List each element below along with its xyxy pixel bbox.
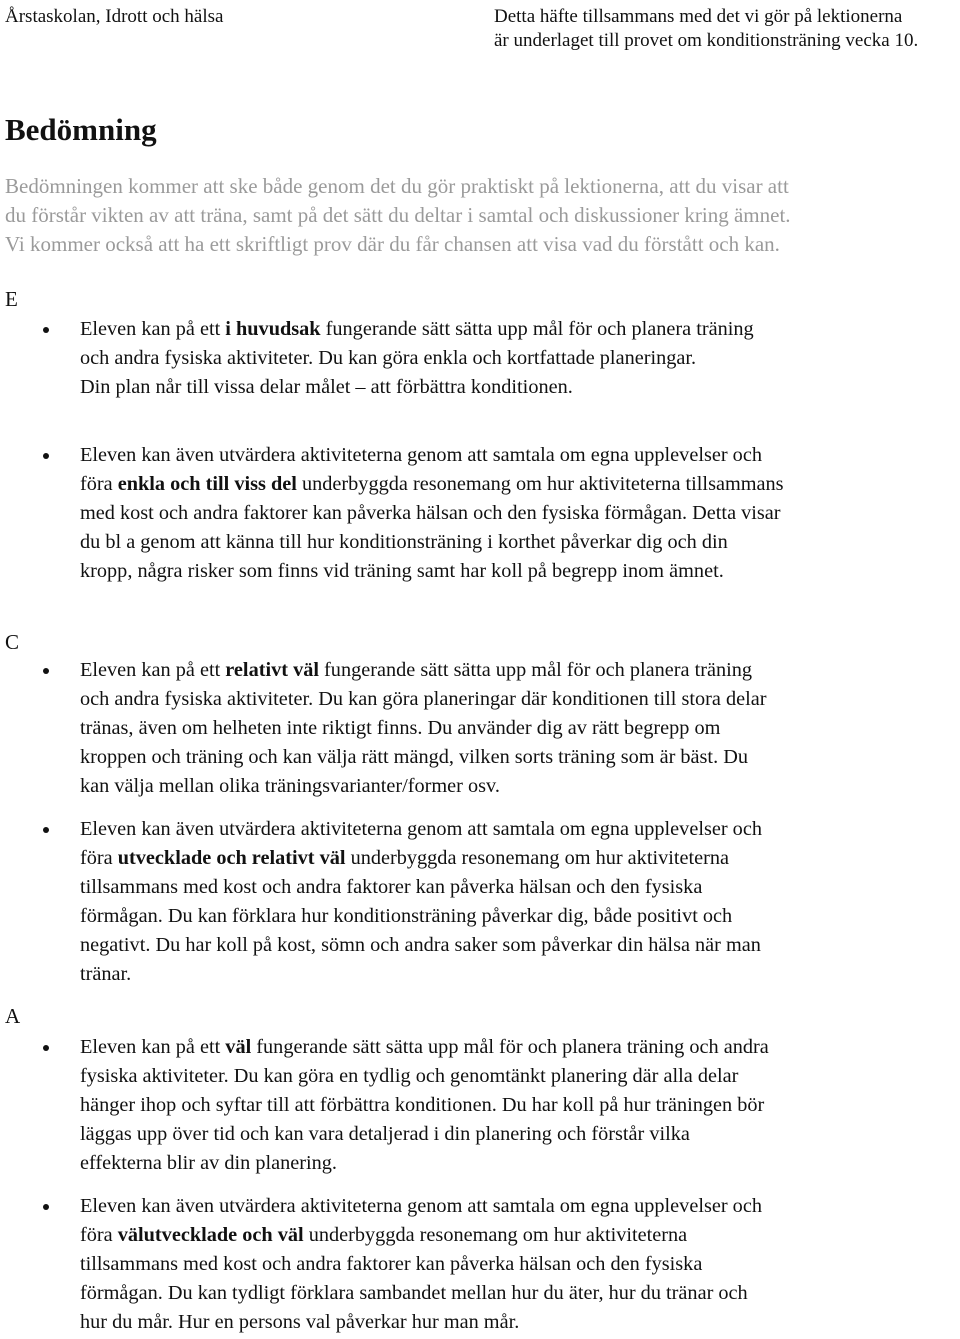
criterion-line: med kost och andra faktorer kan påverka hälsan och den fysiska förmågan. Detta visar <box>80 502 781 524</box>
criterion-line: Eleven kan på ett i huvudsak fungerande sätt sätta upp mål för och planera träning <box>80 318 754 340</box>
criterion-line: läggas upp över tid och kan vara detaljerad i din planering och förstår vilka <box>80 1123 690 1145</box>
criterion-line: Eleven kan även utvärdera aktiviteterna genom att samtala om egna upplevelser och <box>80 818 762 840</box>
criterion-line: kroppen och träning och kan välja rätt mängd, vilken sorts träning som är bäst. Du <box>80 746 748 768</box>
grade-label-a: A <box>5 1004 21 1028</box>
intro-line: Bedömningen kommer att ske både genom det du gör praktiskt på lektionerna, att du visar att <box>5 174 789 198</box>
emphasis: enkla och till viss del <box>117 473 297 495</box>
criterion-line: kan välja mellan olika träningsvarianter/former osv. <box>80 775 500 797</box>
criterion-line: Eleven kan även utvärdera aktiviteterna genom att samtala om egna upplevelser och <box>80 1195 762 1217</box>
criterion-line: Eleven kan på ett väl fungerande sätt sätta upp mål för och planera träning och andra <box>80 1036 769 1058</box>
criterion-line: hänger ihop och syftar till att förbättra konditionen. Du har koll på hur träningen bör <box>80 1094 765 1116</box>
criterion-line: föra enkla och till viss del underbyggda resonemang om hur aktiviteterna tillsammans <box>80 473 784 495</box>
grade-label-e: E <box>5 287 18 311</box>
emphasis: väl <box>225 1036 252 1058</box>
grade-label-c: C <box>5 630 20 654</box>
grade-e-criterion-evaluation <box>80 441 952 586</box>
page-title: Bedömning <box>5 112 157 147</box>
grade-a-criterion-planning <box>80 1033 952 1178</box>
grade-c-criterion-planning <box>80 656 952 801</box>
criterion-line: fysiska aktiviteter. Du kan göra en tydlig och genomtänkt planering där alla delar <box>80 1065 739 1087</box>
header-school: Årstaskolan, Idrott och hälsa <box>5 6 224 27</box>
criterion-line: du bl a genom att känna till hur konditionsträning i korthet påverkar dig och din <box>80 531 728 553</box>
criterion-line: negativt. Du har koll på kost, sömn och andra saker som påverkar din hälsa när man <box>80 934 761 956</box>
emphasis: utvecklade och relativt väl <box>117 847 346 869</box>
criterion-line: och andra fysiska aktiviteter. Du kan göra enkla och kortfattade planeringar. <box>80 347 697 369</box>
intro-line: Vi kommer också att ha ett skriftligt prov där du får chansen att visa vad du förstått och kan. <box>5 232 780 256</box>
grade-e-criterion-planning <box>80 315 952 402</box>
emphasis: relativt väl <box>225 659 319 681</box>
criterion-line: föra välutvecklade och väl underbyggda resonemang om hur aktiviteterna <box>80 1224 688 1246</box>
header-note-line: Detta häfte tillsammans med det vi gör på lektionerna <box>494 6 903 27</box>
criterion-line: Din plan når till vissa delar målet – att förbättra konditionen. <box>80 376 573 398</box>
criterion-line: föra utvecklade och relativt väl underbyggda resonemang om hur aktiviteterna <box>80 847 730 869</box>
criterion-line: tränar. <box>80 963 132 985</box>
criterion-line: och andra fysiska aktiviteter. Du kan göra planeringar där konditionen till stora delar <box>80 688 767 710</box>
criterion-line: förmågan. Du kan förklara hur konditionsträning påverkar dig, både positivt och <box>80 905 733 927</box>
criterion-line: tillsammans med kost och andra faktorer kan påverka hälsan och den fysiska <box>80 1253 703 1275</box>
header-note-line: är underlaget till provet om konditionsträning vecka 10. <box>494 30 919 51</box>
criterion-line: kropp, några risker som finns vid träning samt har koll på begrepp inom ämnet. <box>80 560 724 582</box>
criterion-line: hur du mår. Hur en persons val påverkar hur man mår. <box>80 1311 520 1333</box>
header-note <box>494 5 954 53</box>
criterion-line: Eleven kan på ett relativt väl fungerande sätt sätta upp mål för och planera träning <box>80 659 753 681</box>
intro-paragraph <box>5 172 955 259</box>
intro-line: du förstår vikten av att träna, samt på det sätt du deltar i samtal och diskussioner kring ämnet. <box>5 203 791 227</box>
criterion-line: Eleven kan även utvärdera aktiviteterna genom att samtala om egna upplevelser och <box>80 444 762 466</box>
criterion-line: förmågan. Du kan tydligt förklara sambandet mellan hur du äter, hur du tränar och <box>80 1282 748 1304</box>
criterion-line: tränas, även om helheten inte riktigt finns. Du använder dig av rätt begrepp om <box>80 717 721 739</box>
grade-a-criterion-evaluation <box>80 1192 952 1337</box>
emphasis: välutvecklade och väl <box>117 1224 304 1246</box>
criterion-line: tillsammans med kost och andra faktorer kan påverka hälsan och den fysiska <box>80 876 703 898</box>
emphasis: i huvudsak <box>225 318 321 340</box>
criterion-line: effekterna blir av din planering. <box>80 1152 337 1174</box>
grade-c-criterion-evaluation <box>80 815 952 989</box>
